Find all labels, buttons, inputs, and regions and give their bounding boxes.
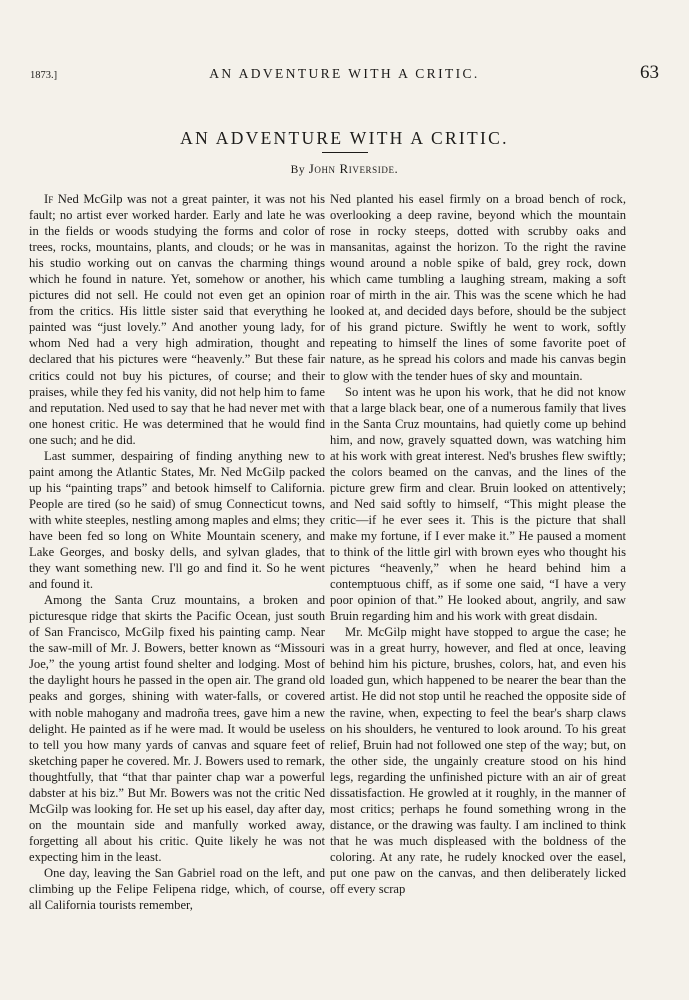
author-name: John Riverside. <box>308 161 399 176</box>
initial-word: If <box>44 192 54 206</box>
paragraph-text: Ned McGilp was not a great painter, it was not his fault; no artist ever worked harder. Early and late he was in the fields or woods studying the forms and color of trees, rocks, mountains, plants, and clouds; or he was in his studio working out on canvas the charming things which he found in nature. Yet, somehow or another, his pictures did not sell. He could not even get an opinion from the critics. His little sister said that everything he painted was “just lovely.” And another young lady, for whom Ned had a very high admiration, thought and declared that his pictures were “heavenly.” But these fair critics could not buy his pictures, of course; and their praises, while they fed his vanity, did not help him to fame and reputation. Ned used to say that he had never met with one honest critic. He was determined that he would find one such; and he did. <box>29 192 325 447</box>
running-head-title: AN ADVENTURE WITH A CRITIC. <box>209 66 480 81</box>
paragraph: Mr. McGilp might have stopped to argue the case; he was in a great hurry, however, and fled at once, leaving behind him his picture, brushes, colors, hat, and even his loaded gun, which happened to be nearer the bear than the artist. He did not stop until he reached the opposite side of the ravine, when, expecting to feel the bear's sharp claws on his shoulders, he ventured to look around. To his great relief, Bruin had not followed one step of the way; but, on the other side, the ungainly creature stood on his hind legs, regarding the unfinished picture with an air of great dissatisfaction. He growled at it roughly, in the manner of most critics; perhaps he found something wrong in the distance, or the drawing was faulty. I am inclined to think that he was much displeased with the boldness of the coloring. At any rate, he rudely knocked over the easel, put one paw on the canvas, and then deliberately licked off every scrap <box>330 625 626 897</box>
paragraph: Last summer, despairing of finding anything new to paint among the Atlantic States, Mr. Ned McGilp packed up his “painting traps” and betook himself to California. People are tired (so he said) of smug Connecticut towns, with white steeples, nestling among maples and elms; they have been fed so long on White Mountain scenery, and Lake Georges, and bosky dells, and sylvan glades, that they want something new. I'll go and find it. So he went and found it. <box>29 448 325 592</box>
paragraph: Ned planted his easel firmly on a broad bench of rock, overlooking a deep ravine, beyond which the mountain rose in rocky steeps, dotted with scrubby oaks and mansanitas, against the horizon. To the right the ravine wound around a noble spike of bald, grey rock, down which came tumbling a laughing stream, making a soft roar of mirth in the air. This was the scene which he had looked at, and decided days before, should be the subject of his grand picture. Swiftly he went to work, softly repeating to himself the lines of some favorite poet of nature, as he spread his colors and made his canvas begin to glow with the tender hues of sky and mountain. <box>330 192 626 383</box>
paragraph: One day, leaving the San Gabriel road on the left, and climbing up the Felipe Felipena ridge, which, of course, all California tourists remember, <box>29 865 325 913</box>
byline <box>0 161 689 177</box>
right-column <box>330 191 626 897</box>
running-head-year: 1873.] <box>30 70 58 81</box>
paragraph: Among the Santa Cruz mountains, a broken and picturesque ridge that skirts the Pacific Ocean, just south of San Francisco, McGilp fixed his painting camp. Near the saw-mill of Mr. J. Bowers, better known as “Missouri Joe,” the young artist found shelter and lodging. Most of the daylight hours he passed in the open air. The grand old peaks and gorges, shining with water-falls, or covered with noble mahogany and madroña trees, gave him a new delight. He painted as if he were mad. It would be useless to tell you how many yards of canvas and square feet of sketching paper he covered. Mr. J. Bowers used to remark, thoughtfully, that “that thar painter chap war a powerful dabster at his biz.” But Mr. Bowers was not the critic Ned McGilp was looking for. He set up his easel, day after day, on the mountain side and manfully worked away, forgetting all about his critic. Quite likely he was not expecting him in the least. <box>29 593 325 864</box>
title-rule <box>322 152 368 153</box>
paragraph: So intent was he upon his work, that he did not know that a large black bear, one of a numerous family that lives in the Santa Cruz mountains, had quietly come up behind him, and now, gravely squatted down, was watching him at his work with great interest. Ned's brushes flew swiftly; the colors beamed on the canvas, and the lines of the picture grew firm and clear. Bruin looked on attentively; and Ned said softly to himself, “This might please the critic—if he ever sees it. This is the picture that shall make my fortune, if I ever make it.” He paused a moment to think of the little girl with brown eyes who thought his pictures “heavenly,” when he heard behind him a contemptuous chiff, as if some one said, “I have a very poor opinion of that.” He looked about, angrily, and saw Bruin regarding him and his work with great disdain. <box>330 384 626 624</box>
left-column <box>29 191 325 913</box>
page-number: 63 <box>640 62 659 83</box>
paragraph <box>29 191 325 448</box>
running-head <box>30 62 659 86</box>
byline-prefix: By <box>290 164 309 176</box>
article-title: AN ADVENTURE WITH A CRITIC. <box>180 128 509 148</box>
